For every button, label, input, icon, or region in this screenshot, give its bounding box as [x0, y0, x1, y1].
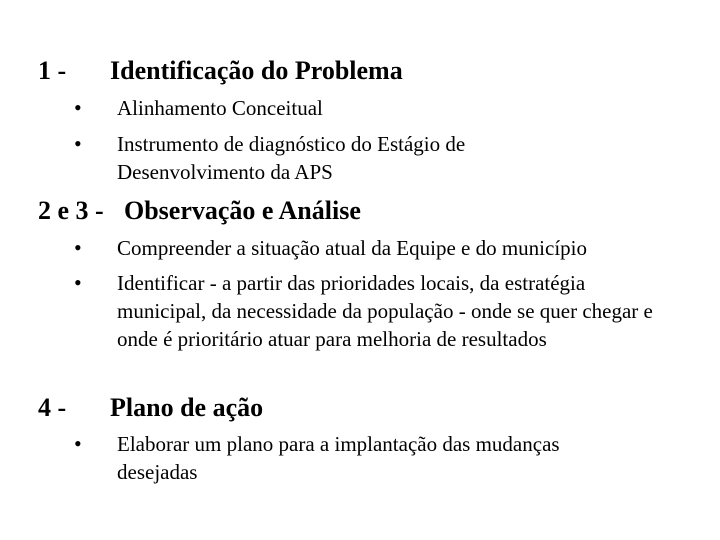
section-4-heading	[38, 393, 338, 423]
section-1-heading	[38, 56, 458, 86]
list-item: Elaborar um plano para a implantação das mudanças desejadas	[117, 432, 560, 484]
section-title: Plano de ação	[110, 393, 264, 422]
list-item: Identificar - a partir das prioridades locais, da estratégia municipal, da necessidade da população - onde se quer chegar e onde é prioritário atuar para melhoria de resultados	[117, 271, 653, 351]
bullet-icon: •	[74, 431, 82, 456]
bullet-icon: •	[74, 235, 82, 260]
section-title: Observação e Análise	[124, 196, 361, 225]
list-item: Alinhamento Conceitual	[117, 96, 323, 120]
bullet-icon: •	[74, 95, 82, 120]
bullet-icon: •	[74, 131, 82, 156]
list-item: Instrumento de diagnóstico do Estágio de Desenvolvimento da APS	[117, 132, 466, 184]
section-number: 1 -	[38, 56, 67, 85]
section-title: Identificação do Problema	[110, 56, 403, 85]
bullet-icon: •	[74, 270, 82, 295]
section-number: 4 -	[38, 393, 67, 422]
section-number: 2 e 3 -	[38, 196, 104, 225]
section-2-3-heading	[38, 196, 438, 226]
list-item: Compreender a situação atual da Equipe e do município	[117, 236, 588, 260]
